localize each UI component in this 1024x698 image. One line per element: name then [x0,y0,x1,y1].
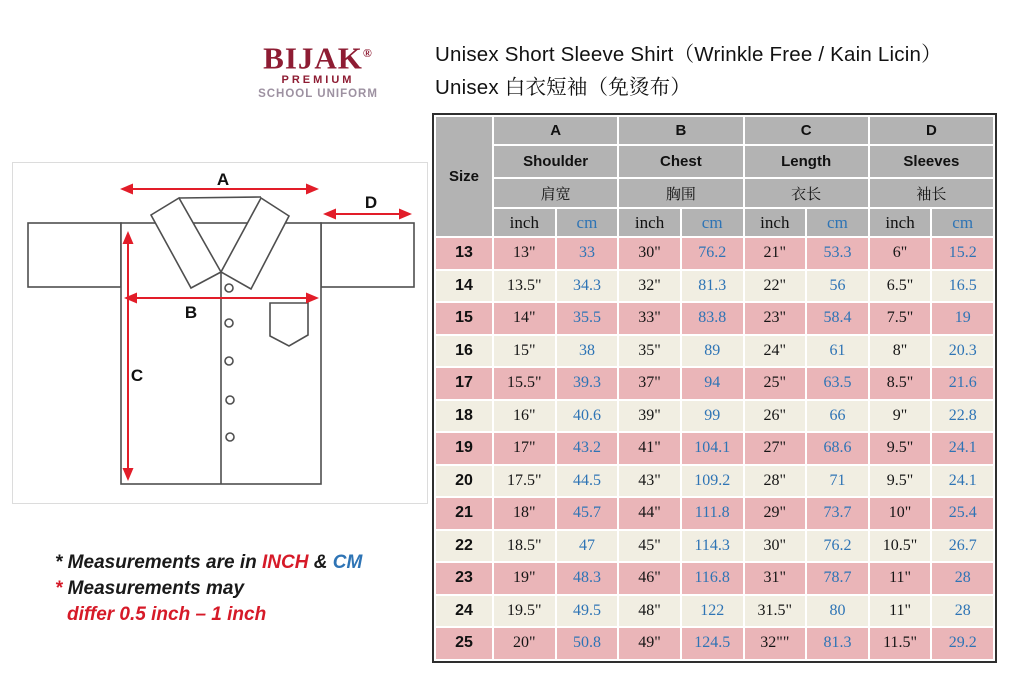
header-shoulder-zh: 肩宽 [494,179,617,207]
size-value: 15 [436,303,492,334]
cm-value: 24.1 [932,466,993,497]
cm-value: 35.5 [557,303,618,334]
cm-value: 71 [807,466,868,497]
header-sleeves-zh: 袖长 [870,179,993,207]
inch-value: 9.5" [870,433,931,464]
inch-value: 29" [745,498,806,529]
header-length-zh: 衣长 [745,179,868,207]
inch-value: 26" [745,401,806,432]
inch-value: 17" [494,433,555,464]
unit-cm: cm [932,209,993,236]
inch-value: 32"" [745,628,806,659]
inch-value: 45" [619,531,680,562]
cm-value: 19 [932,303,993,334]
cm-value: 24.1 [932,433,993,464]
inch-value: 11" [870,596,931,627]
inch-value: 37" [619,368,680,399]
left-sleeve-shape [28,223,121,287]
size-value: 18 [436,401,492,432]
size-value: 14 [436,271,492,302]
unit-cm: cm [557,209,618,236]
table-row [436,628,993,659]
cm-value: 111.8 [682,498,743,529]
cm-value: 63.5 [807,368,868,399]
size-table-body [436,238,993,659]
inch-value: 6" [870,238,931,269]
label-a: A [216,170,230,189]
note1-cm: CM [332,552,363,573]
cm-value: 80 [807,596,868,627]
unit-inch: inch [494,209,555,236]
cm-value: 21.6 [932,368,993,399]
size-value: 17 [436,368,492,399]
cm-value: 47 [557,531,618,562]
right-sleeve-shape [321,223,414,287]
inch-value: 13.5" [494,271,555,302]
shirt-measurement-diagram [12,162,428,504]
header-row-english [436,146,993,177]
inch-value: 33" [619,303,680,334]
note2-star: * [55,578,63,599]
inch-value: 9" [870,401,931,432]
inch-value: 17.5" [494,466,555,497]
product-title-zh: Unisex 白衣短袖（免烫布） [435,76,692,99]
measurement-notes [55,550,362,628]
note1-amp: & [308,552,333,573]
cm-value: 15.2 [932,238,993,269]
unit-inch: inch [745,209,806,236]
cm-value: 44.5 [557,466,618,497]
arrowhead-icon [399,209,412,220]
inch-value: 28" [745,466,806,497]
cm-value: 83.8 [682,303,743,334]
logo-text: BIJAK [263,40,363,76]
inch-value: 11" [870,563,931,594]
cm-value: 104.1 [682,433,743,464]
cm-value: 45.7 [557,498,618,529]
cm-value: 78.7 [807,563,868,594]
table-row [436,596,993,627]
table-row [436,433,993,464]
table-row [436,563,993,594]
label-b: B [184,303,198,322]
note-line-1 [55,550,362,576]
inch-value: 35" [619,336,680,367]
size-column-header: Size [436,117,492,236]
inch-value: 18.5" [494,531,555,562]
cm-value: 40.6 [557,401,618,432]
cm-value: 73.7 [807,498,868,529]
inch-value: 15.5" [494,368,555,399]
size-value: 20 [436,466,492,497]
inch-value: 21" [745,238,806,269]
inch-value: 20" [494,628,555,659]
cm-value: 114.3 [682,531,743,562]
product-title-en: Unisex Short Sleeve Shirt（Wrinkle Free / Kain Licin） [435,43,942,66]
cm-value: 76.2 [682,238,743,269]
size-table-wrap [432,113,997,663]
inch-value: 10.5" [870,531,931,562]
col-group-d: D [870,117,993,144]
inch-value: 39" [619,401,680,432]
size-value: 13 [436,238,492,269]
product-title [435,38,942,104]
table-row [436,401,993,432]
inch-value: 6.5" [870,271,931,302]
inch-value: 18" [494,498,555,529]
unit-inch: inch [870,209,931,236]
inch-value: 16" [494,401,555,432]
header-chest-zh: 胸围 [619,179,742,207]
cm-value: 81.3 [682,271,743,302]
col-group-b: B [619,117,742,144]
shirt-diagram-svg [13,163,427,503]
cm-value: 29.2 [932,628,993,659]
size-value: 25 [436,628,492,659]
unit-cm: cm [682,209,743,236]
inch-value: 8.5" [870,368,931,399]
table-row [436,336,993,367]
table-row [436,303,993,334]
inch-value: 43" [619,466,680,497]
cm-value: 94 [682,368,743,399]
cm-value: 43.2 [557,433,618,464]
size-value: 16 [436,336,492,367]
cm-value: 38 [557,336,618,367]
col-group-c: C [745,117,868,144]
unit-inch: inch [619,209,680,236]
cm-value: 20.3 [932,336,993,367]
collar-back-line [179,197,261,198]
inch-value: 48" [619,596,680,627]
cm-value: 28 [932,596,993,627]
inch-value: 49" [619,628,680,659]
inch-value: 15" [494,336,555,367]
note2-text: Measurements may [62,578,245,599]
cm-value: 48.3 [557,563,618,594]
cm-value: 116.8 [682,563,743,594]
logo-brand-name [246,38,390,76]
inch-value: 31" [745,563,806,594]
table-row [436,498,993,529]
cm-value: 68.6 [807,433,868,464]
inch-value: 30" [745,531,806,562]
inch-value: 8" [870,336,931,367]
note-line-2 [55,576,362,602]
inch-value: 9.5" [870,466,931,497]
cm-value: 122 [682,596,743,627]
logo-premium-text: PREMIUM [281,74,355,87]
cm-value: 39.3 [557,368,618,399]
table-row [436,271,993,302]
note1-inch: INCH [261,552,309,573]
cm-value: 124.5 [682,628,743,659]
col-group-a: A [494,117,617,144]
cm-value: 50.8 [557,628,618,659]
header-sleeves: Sleeves [870,146,993,177]
table-row [436,238,993,269]
header-row-chinese [436,179,993,207]
label-c: C [130,366,144,385]
table-row [436,368,993,399]
inch-value: 19.5" [494,596,555,627]
table-row [436,531,993,562]
cm-value: 66 [807,401,868,432]
size-table [432,113,997,663]
table-row [436,466,993,497]
header-length: Length [745,146,868,177]
cm-value: 49.5 [557,596,618,627]
header-shoulder: Shoulder [494,146,617,177]
inch-value: 23" [745,303,806,334]
size-value: 24 [436,596,492,627]
arrowhead-icon [323,209,336,220]
header-row-letters [436,117,993,144]
inch-value: 11.5" [870,628,931,659]
inch-value: 13" [494,238,555,269]
inch-value: 24" [745,336,806,367]
cm-value: 53.3 [807,238,868,269]
registered-mark: ® [362,46,373,60]
unit-cm: cm [807,209,868,236]
inch-value: 32" [619,271,680,302]
inch-value: 14" [494,303,555,334]
cm-value: 28 [932,563,993,594]
cm-value: 16.5 [932,271,993,302]
inch-value: 10" [870,498,931,529]
inch-value: 27" [745,433,806,464]
cm-value: 25.4 [932,498,993,529]
cm-value: 89 [682,336,743,367]
cm-value: 58.4 [807,303,868,334]
arrowhead-icon [120,184,133,195]
cm-value: 61 [807,336,868,367]
cm-value: 99 [682,401,743,432]
cm-value: 81.3 [807,628,868,659]
inch-value: 46" [619,563,680,594]
bijak-logo [246,38,390,100]
label-d: D [364,193,378,212]
inch-value: 31.5" [745,596,806,627]
inch-value: 41" [619,433,680,464]
cm-value: 76.2 [807,531,868,562]
logo-subtitle: SCHOOL UNIFORM [258,88,378,101]
inch-value: 7.5" [870,303,931,334]
inch-value: 30" [619,238,680,269]
cm-value: 34.3 [557,271,618,302]
inch-value: 25" [745,368,806,399]
inch-value: 22" [745,271,806,302]
size-value: 23 [436,563,492,594]
size-value: 21 [436,498,492,529]
cm-value: 109.2 [682,466,743,497]
inch-value: 19" [494,563,555,594]
inch-value: 44" [619,498,680,529]
cm-value: 33 [557,238,618,269]
arrowhead-icon [306,184,319,195]
header-row-units [436,209,993,236]
note-line-3: differ 0.5 inch – 1 inch [67,604,267,625]
note1-prefix: * Measurements are in [55,552,262,573]
size-value: 22 [436,531,492,562]
cm-value: 22.8 [932,401,993,432]
size-value: 19 [436,433,492,464]
cm-value: 26.7 [932,531,993,562]
cm-value: 56 [807,271,868,302]
header-chest: Chest [619,146,742,177]
